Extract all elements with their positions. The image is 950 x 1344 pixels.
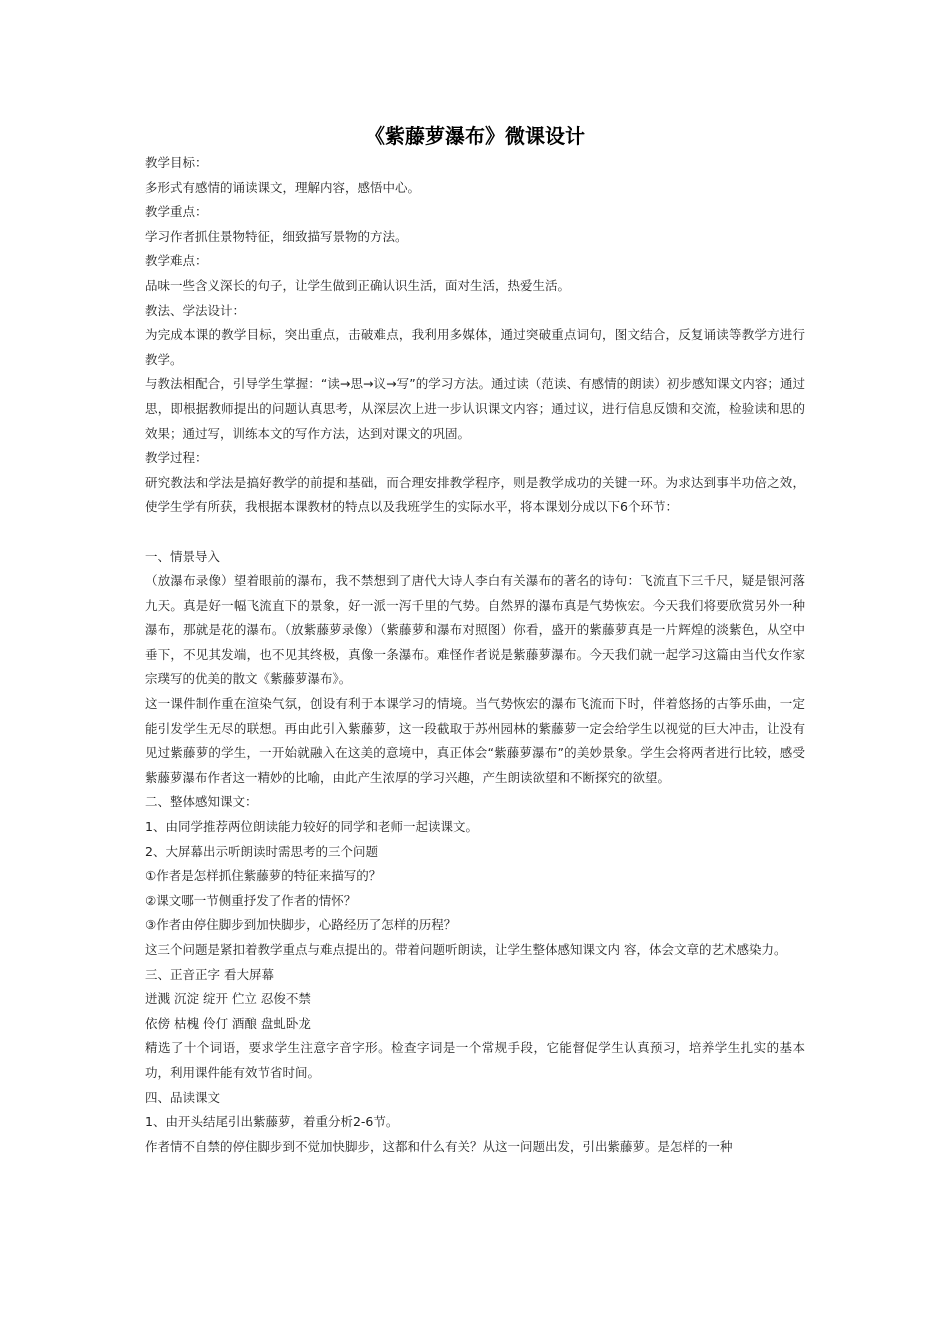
vocab-line: 迸溅 沉淀 绽开 伫立 忍俊不禁 [145,991,311,1007]
list-item: 1、由同学推荐两位朗读能力较好的同学和老师一起读课文。 [145,819,478,835]
paragraph: 精选了十个词语，要求学生注意字音字形。检查字词是一个常规手段，它能督促学生认真预习，培养学生扎实的基本功，利用课件能有效节省时间。 [145,1040,805,1080]
blank-line [145,520,805,545]
list-item: ②课文哪一节侧重抒发了作者的情怀？ [145,892,357,908]
document-body [145,151,805,1159]
heading-teaching-process: 教学过程： [145,450,208,466]
list-item: 2、大屏幕出示听朗读时需思考的三个问题 [145,843,378,859]
paragraph: 与教法相配合，引导学生掌握：“读→思→议→写”的学习方法。通过读（范读、有感情的朗读）初步感知课文内容；通过思，即根据教师提出的问题认真思考，从深层次上进一步认识课文内容；通过议，进行信息反馈和交流，检验读和思的效果；通过写，训练本文的写作方法，达到对课文的巩固。 [145,376,805,441]
paragraph: （放瀑布录像）望着眼前的瀑布，我不禁想到了唐代大诗人李白有关瀑布的著名的诗句：飞流直下三千尺，疑是银河落九天。真是好一幅飞流直下的景象，好一派一泻千里的气势。自然界的瀑布真是气势恢宏。今天我们将要欣赏另外一种瀑布，那就是花的瀑布。（放紫藤萝录像）（紫藤萝和瀑布对照图）你看，盛开的紫藤萝真是一片辉煌的淡紫色，从空中垂下，不见其发端，也不见其终极，真像一条瀑布。难怪作者说是紫藤萝瀑布。今天我们就一起学习这篇由当代女作家宗璞写的优美的散文《紫藤萝瀑布》。 [145,573,805,687]
paragraph: 研究教法和学法是搞好教学的前提和基础，而合理安排教学程序，则是教学成功的关键一环。为求达到事半功倍之效，使学生学有所获，我根据本课教材的特点以及我班学生的实际水平，将本课划分成以下6个环节： [145,474,805,515]
paragraph: 品味一些含义深长的句子，让学生做到正确认识生活，面对生活，热爱生活。 [145,277,571,293]
heading-teaching-difficulty: 教学难点： [145,253,208,269]
paragraph: 这三个问题是紧扣着教学重点与难点提出的。带着问题听朗读，让学生整体感知课文内 容，体会文章的艺术感染力。 [145,942,787,957]
paragraph: 作者情不自禁的停住脚步到不觉加快脚步，这都和什么有关？从这一问题出发，引出紫藤萝。是怎样的一种 [145,1138,733,1154]
section-heading: 三、正音正字 看大屏幕 [145,966,274,982]
heading-teaching-focus: 教学重点： [145,204,208,220]
vocab-line: 依傍 枯槐 伶仃 酒酿 盘虬卧龙 [145,1015,311,1031]
heading-method-design: 教法、学法设计： [145,302,246,318]
list-item: ①作者是怎样抓住紫藤萝的特征来描写的？ [145,868,382,884]
heading-teaching-goals: 教学目标： [145,155,208,170]
paragraph: 学习作者抓住景物特征，细致描写景物的方法。 [145,228,408,244]
paragraph: 这一课件制作重在渲染气氛，创设有利于本课学习的情境。当气势恢宏的瀑布飞流而下时，伴着悠扬的古筝乐曲，一定能引发学生无尽的联想。再由此引入紫藤萝，这一段截取于苏州园林的紫藤萝一定会给学生以视觉的巨大冲击，让没有见过紫藤萝的学生，一开始就融入在这美的意境中，真正体会“紫藤萝瀑布”的美妙景象。学生会将两者进行比较，感受紫藤萝瀑布作者这一精妙的比喻，由此产生浓厚的学习兴趣，产生朗读欲望和不断探究的欲望。 [145,696,805,785]
document-title: 《紫藤萝瀑布》微课设计 [365,124,585,148]
section-heading: 二、整体感知课文： [145,794,258,810]
section-heading: 一、情景导入 [145,548,221,564]
paragraph: 为完成本课的教学目标，突出重点，击破难点，我利用多媒体，通过突破重点词句，图文结合，反复诵读等教学方进行教学。 [145,327,805,367]
section-heading: 四、品读课文 [145,1089,221,1105]
list-item: 1、由开头结尾引出紫藤萝，着重分析2-6节。 [145,1114,399,1130]
list-item: ③作者由停住脚步到加快脚步，心路经历了怎样的历程？ [145,917,457,933]
paragraph: 多形式有感情的诵读课文，理解内容，感悟中心。 [145,179,421,195]
